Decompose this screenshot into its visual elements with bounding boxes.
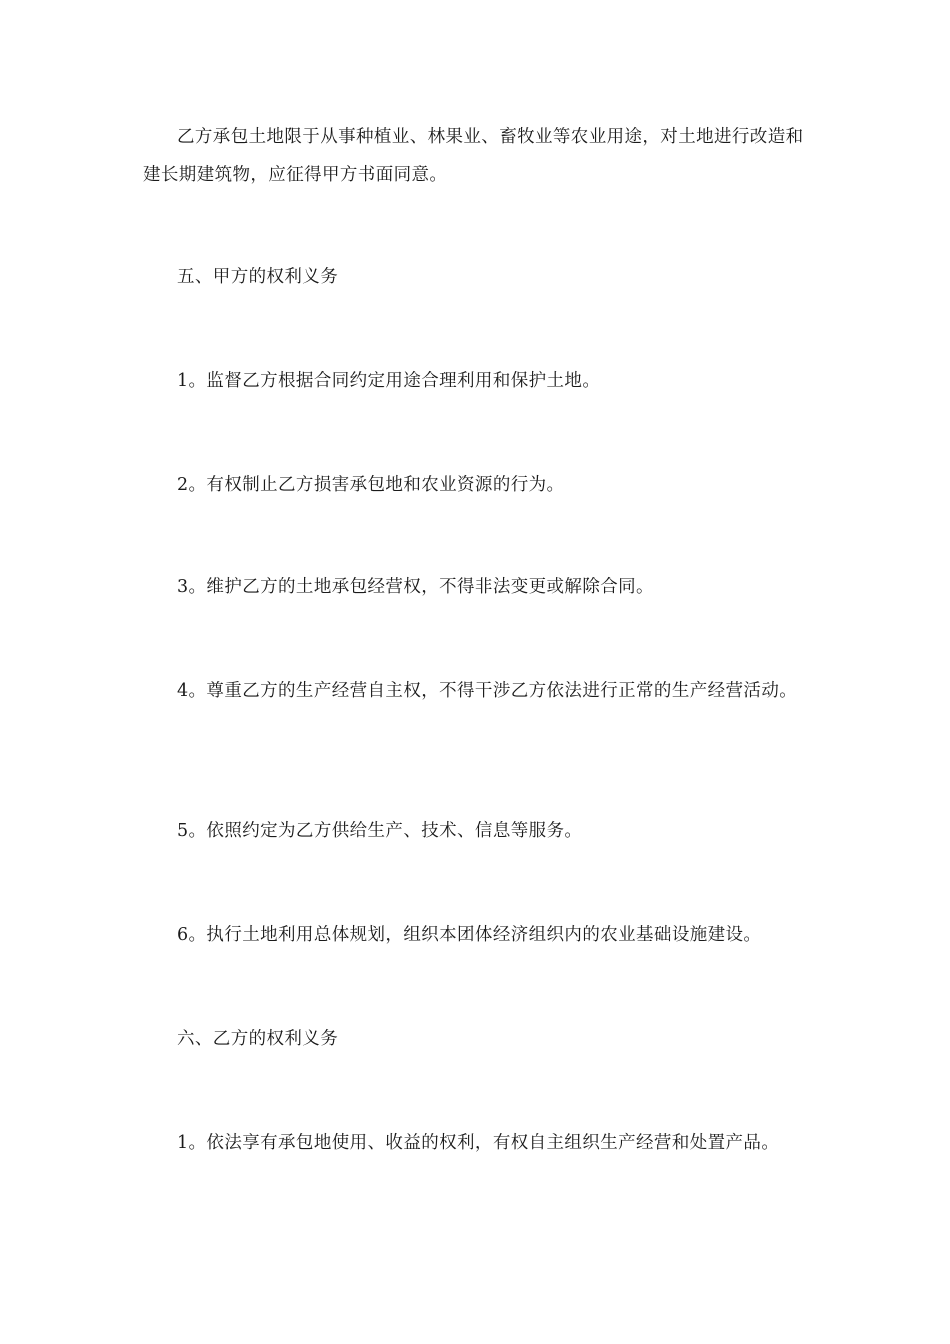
party-b-item-1: 1。依法享有承包地使用、收益的权利，有权自主组织生产经营和处置产品。 bbox=[177, 1133, 780, 1153]
section-heading-party-a: 五、甲方的权利义务 bbox=[177, 267, 339, 287]
party-a-item-2: 2。有权制止乙方损害承包地和农业资源的行为。 bbox=[177, 475, 565, 495]
party-a-item-6: 6。执行土地利用总体规划，组织本团体经济组织内的农业基础设施建设。 bbox=[177, 925, 762, 945]
paragraph-land-use: 乙方承包土地限于从事种植业、林果业、畜牧业等农业用途，对土地进行改造和建长期建筑物，应征得甲方书面同意。 bbox=[143, 127, 804, 185]
section-heading-party-b: 六、乙方的权利义务 bbox=[177, 1029, 339, 1049]
party-a-item-1: 1。监督乙方根据合同约定用途合理利用和保护土地。 bbox=[177, 371, 601, 391]
party-a-item-4: 4。尊重乙方的生产经营自主权，不得干涉乙方依法进行正常的生产经营活动。 bbox=[177, 681, 798, 701]
party-a-item-3: 3。维护乙方的土地承包经营权，不得非法变更或解除合同。 bbox=[177, 577, 654, 597]
party-a-item-5: 5。依照约定为乙方供给生产、技术、信息等服务。 bbox=[177, 821, 583, 841]
